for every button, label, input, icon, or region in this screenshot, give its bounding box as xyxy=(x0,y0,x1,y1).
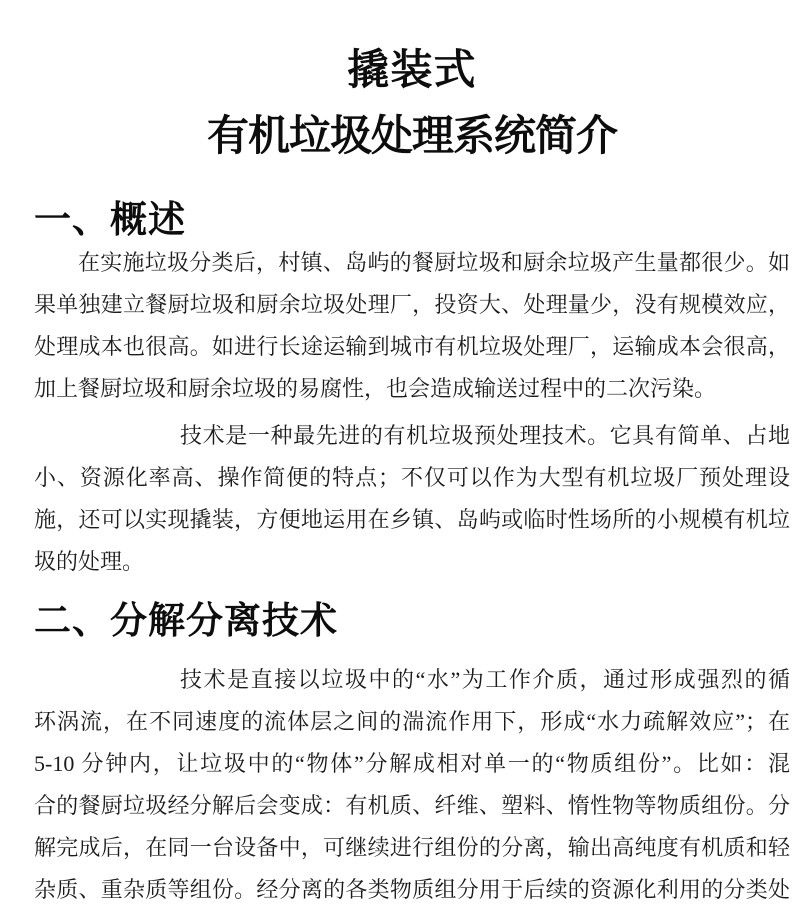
text-line: 解完成后，在同一台设备中，可继续进行组份的分离，输出高纯度有机质和轻 xyxy=(34,835,790,860)
text-line: 圾的处理。 xyxy=(34,549,145,574)
text-line: 加上餐厨垃圾和厨余垃圾的易腐性，也会造成输送过程中的二次污染。 xyxy=(34,376,717,401)
text-line: 果单独建立餐厨垃圾和厨余垃圾处理厂，投资大、处理量少，没有规模效应， xyxy=(34,292,790,317)
text-line: 小、资源化率高、操作简便的特点；不仅可以作为大型有机垃圾厂预处理设 xyxy=(34,465,790,490)
section-heading-decomposition-separation: 二、分解分离技术 xyxy=(34,600,338,641)
text-line: 5-10 分钟内，让垃圾中的“物体”分解成相对单一的“物质组份”。比如：混 xyxy=(34,751,790,776)
paragraph-overview-2 xyxy=(34,415,790,583)
text-line: 处理成本也很高。如进行长途运输到城市有机垃圾处理厂，运输成本会很高， xyxy=(34,334,790,359)
text-line: 技术是一种最先进的有机垃圾预处理技术。它具有简单、占地 xyxy=(180,423,790,448)
document-title-line-2: 有机垃圾处理系统简介 xyxy=(206,112,617,159)
text-line: 在实施垃圾分类后，村镇、岛屿的餐厨垃圾和厨余垃圾产生量都很少。如 xyxy=(78,250,790,275)
section-heading-overview: 一、概述 xyxy=(34,199,186,240)
document-title-line-1: 撬装式 xyxy=(347,46,477,93)
text-line: 合的餐厨垃圾经分解后会变成：有机质、纤维、塑料、惰性物等物质组份。分 xyxy=(34,793,790,818)
text-line: 杂质、重杂质等组份。经分离的各类物质组分用于后续的资源化利用的分类处 xyxy=(34,877,790,902)
paragraph-overview-1 xyxy=(34,242,790,410)
text-line: 环涡流，在不同速度的流体层之间的湍流作用下，形成“水力疏解效应”；在 xyxy=(34,709,790,734)
text-line: 技术是直接以垃圾中的“水”为工作介质，通过形成强烈的循 xyxy=(180,667,790,692)
paragraph-technology-1 xyxy=(34,659,790,911)
text-line: 施，还可以实现撬装，方便地运用在乡镇、岛屿或临时性场所的小规模有机垃 xyxy=(34,507,790,532)
